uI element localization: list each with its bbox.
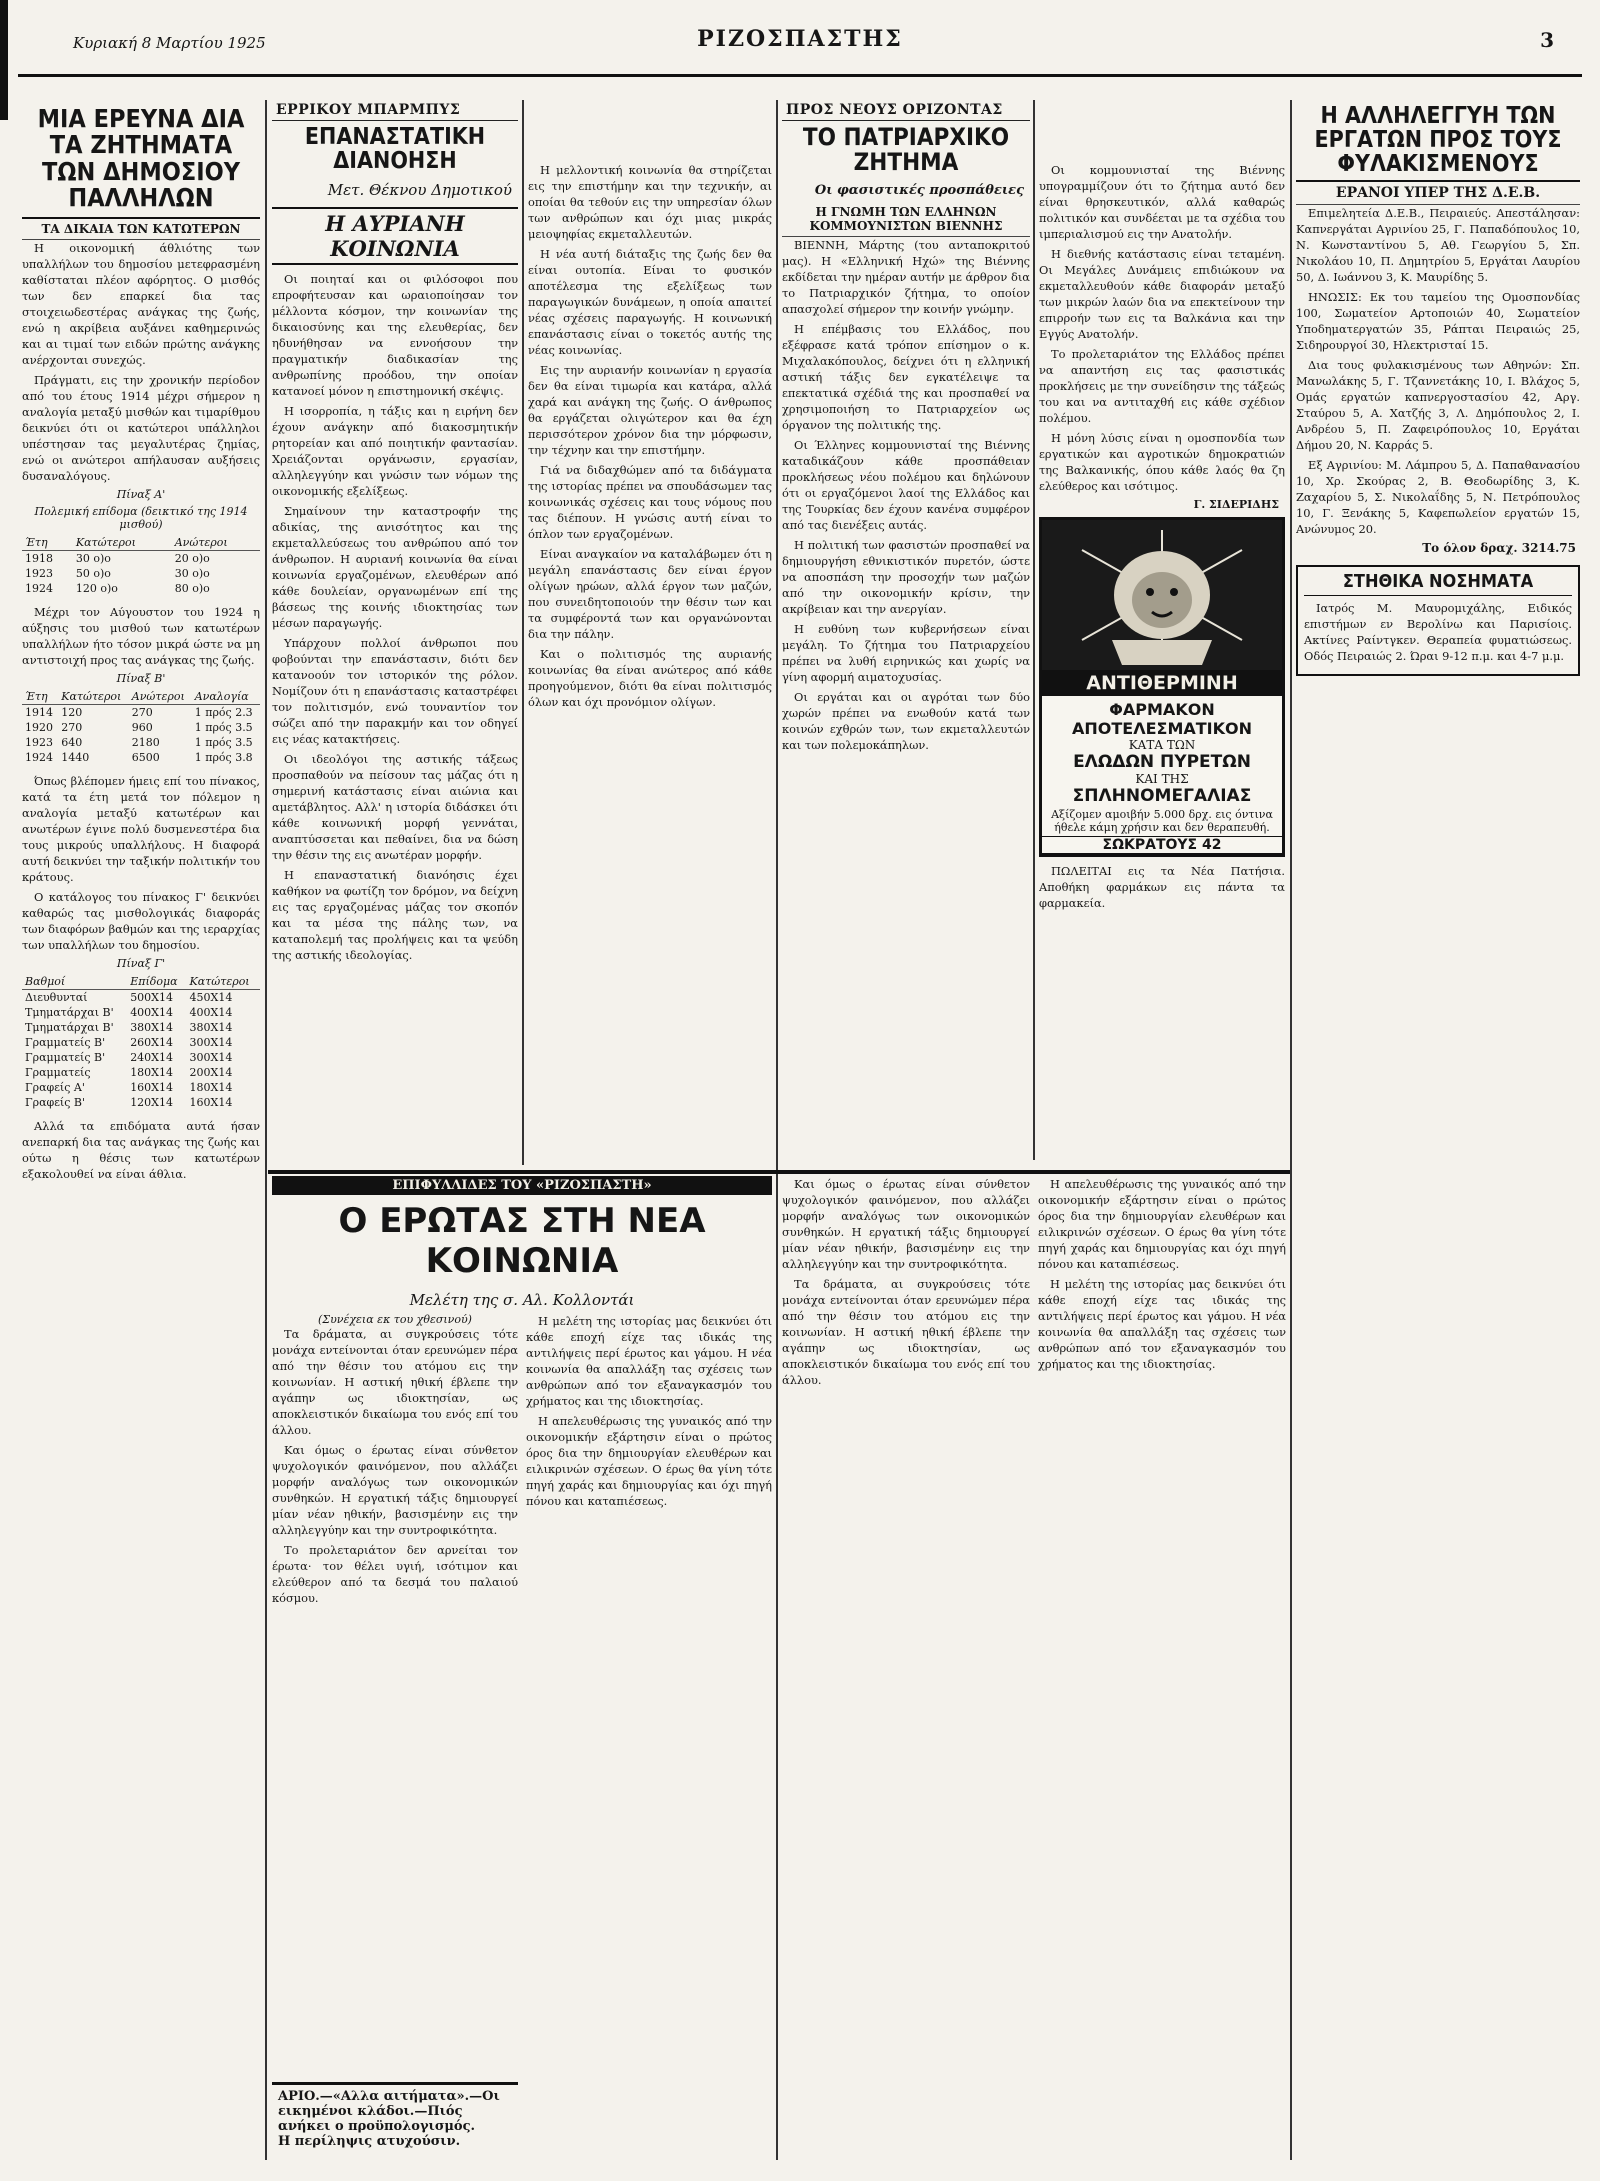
ad-brand: ΑΝΤΙΘΕΡΜΙΝΗ <box>1042 670 1282 696</box>
table-cell: 1924 <box>25 582 53 595</box>
article-paragraph: Το προλεταριάτον της Ελλάδος πρέπει να απαντήση εις τας φασιστικάς προκλήσεις με την συνείδησιν της τάξεώς του και να αντιταχθή εις κάθε σχέδιον πολέμου. <box>1039 347 1285 425</box>
table-cell: 1 πρός 3.5 <box>194 736 253 749</box>
table-cell: Γραφείς Β' <box>25 1096 86 1109</box>
stats-table-a <box>22 535 260 596</box>
article-paragraph: Όπως βλέπομεν ήμεις επί του πίνακος, κατά τα έτη μετά τον πόλεμον η αναλογία μεταξύ κατωτέρων και ανωτέρων έγινε πολύ δυσμενεστέρα δια τους μικρούς υπαλλήλους. Η διαφορά αυτή δεικνύει την ταξικήν πολιτικήν του κράτους. <box>22 774 260 884</box>
page-number: 3 <box>1540 28 1554 52</box>
table-cell: 6500 <box>131 751 160 764</box>
article-paragraph: Τα δράματα, αι συγκρούσεις τότε μονάχα εντείνονται όταν ερευνώμεν πέρα από την θέσιν του ατόμου εις την κοινωνίαν. Η αστική ηθική έβλεπε την αγάπην ως ιδιοκτησίαν, ως αποκλειστικόν δικαίωμα του ενός επί του άλλου. <box>272 1327 518 1437</box>
table-header: Κατώτεροι <box>187 974 260 990</box>
translator-byline: Μετ. Θέκνου Δημοτικού <box>327 181 512 200</box>
table-cell: 960 <box>131 721 153 734</box>
footer-line: ΑΡΙΟ.—«Αλλα αιτήματα».—Οι εικημένοι κλάδοι.—Πιός ανήκει ο προϋπολογισμός. <box>278 2089 500 2134</box>
table-row <box>22 1065 260 1080</box>
footer-teaser <box>272 2082 518 2153</box>
ad-address: ΣΩΚΡΑΤΟΥΣ 42 <box>1042 836 1282 854</box>
article-paragraph: Η μελέτη της ιστορίας μας δεικνύει ότι κάθε εποχή είχε τας ιδικάς της αντιλήψεις περί έρωτος και γάμου. Η νέα κοινωνία θα απαλλάξη τας σχέσεις των ανθρώπων από τον εξαναγκασμόν του χρήματος και της ιδιοκτησίας. <box>526 1314 772 1408</box>
article-public-servants <box>22 100 260 2160</box>
article-subheading: Η ΓΝΩΜΗ ΤΩΝ ΕΛΛΗΝΩΝ ΚΟΜΜΟΥΝΙΣΤΩΝ ΒΙΕΝΝΗΣ <box>782 202 1030 237</box>
table-cell: 1 πρός 3.5 <box>194 721 253 734</box>
newspaper-title: ΡΙΖΟΣΠΑΣΤΗΣ <box>697 26 903 52</box>
continuation-note: (Συνέχεια εκ του χθεσινού) <box>318 1313 472 1326</box>
article-subheading: ΤΑ ΔΙΚΑΙΑ ΤΩΝ ΚΑΤΩΤΕΡΩΝ <box>22 219 260 240</box>
article-signature: Γ. ΣΙΔΕΡΙΔΗΣ <box>1193 498 1279 511</box>
table-header: Έτη <box>22 535 73 551</box>
table-header: Ανώτεροι <box>129 689 192 705</box>
story-column <box>526 1313 772 1610</box>
table-cell: 450X14 <box>189 991 233 1004</box>
table-header: Βαθμοί <box>22 974 127 990</box>
table-cell: Γραμματείς <box>25 1066 91 1079</box>
article-paragraph: Οι ποιηταί και οι φιλόσοφοι που επροφήτευσαν και ωραιοποίησαν τον μέλλοντα κόσμον, την κοινωνίαν της δικαιοσύνης και της ελευθερίας, δεν ηδυνήθησαν να εννοήσουν την πραγματικήν διαδικασίαν της ανθρωπίνης προόδου, την οποίαν κατανοεί μόνον η επιστημονική σκέψις. <box>272 272 518 399</box>
table-header: Κατώτεροι <box>58 689 129 705</box>
table-cell: 180X14 <box>189 1081 233 1094</box>
notice-text: Ιατρός Μ. Μαυρομιχάλης, Ειδικός επιστήμων εν Βερολίνω και Παρισίοις. Ακτίνες Ραίντγκεν. Θεραπεία φυματιώσεως. Οδός Πειραιώς 2. Ώραι 9-12 π.μ. και 4-7 μ.μ. <box>1304 601 1572 664</box>
article-paragraph: Σημαίνουν την καταστροφήν της αδικίας, της ανισότητος και της εκμεταλλεύσεως του ανθρώπου από τον άνθρωπον. Η αυριανή κοινωνία θα είναι κοινωνία εργαζομένων, ελευθέρων από κάθε δουλείαν, οργανωμένων επί της βάσεως της κοινής ιδιοκτησίας των μέσων παραγωγής. <box>272 504 518 631</box>
table-row <box>22 1050 260 1065</box>
table-cell: Γραμματείς Β' <box>25 1051 106 1064</box>
article-subheading: ΕΡΑΝΟΙ ΥΠΕΡ ΤΗΣ Δ.Ε.Β. <box>1296 182 1580 205</box>
column-rule <box>265 100 267 2160</box>
issue-date: Κυριακή 8 Μαρτίου 1925 <box>73 34 266 52</box>
table-row <box>22 551 260 567</box>
page-fold-mark <box>0 0 8 120</box>
table-cell: 20 ο)ο <box>174 552 210 565</box>
table-cell: 1 πρός 2.3 <box>194 706 253 719</box>
stats-table-b <box>22 689 260 765</box>
table-row <box>22 720 260 735</box>
table-row <box>22 1080 260 1095</box>
article-paragraph: Πράγματι, εις την χρονικήν περίοδον από του έτους 1914 μέχρι σήμερον η αναλογία μεταξύ μισθών και τιμαρίθμου δεικνύει ότι οι κατώτεροι υπάλληλοι υπέστησαν τας μεγαλυτέρας ζημίας, ενώ οι ανώτεροι απήλαυσαν αυξήσεις δυσαναλόγους. <box>22 373 260 483</box>
article-love-new-society-continued <box>782 1176 1286 2161</box>
article-subtitle: Οι φασιστικές προσπάθειες <box>814 183 1024 199</box>
article-paragraph: Αλλά τα επιδόματα αυτά ήσαν ανεπαρκή δια τας ανάγκας της ζωής και ούτω η θέσις των κατωτέρων εξακολουθεί να είναι άθλια. <box>22 1119 260 1181</box>
table-row <box>22 750 260 765</box>
table-cell: 120 ο)ο <box>75 582 118 595</box>
section-heading: Η ΑΥΡΙΑΝΗ ΚΟΙΝΩΝΙΑ <box>272 207 518 265</box>
article-revolutionary-intellect-continued <box>528 100 772 1160</box>
notice-box <box>1296 565 1580 676</box>
table-header: Ανώτεροι <box>172 535 260 551</box>
table-cell: 160X14 <box>189 1096 233 1109</box>
table-cell: 30 ο)ο <box>174 567 210 580</box>
article-paragraph: Τα δράματα, αι συγκρούσεις τότε μονάχα εντείνονται όταν ερευνώμεν πέρα από την θέσιν του ατόμου εις την κοινωνίαν. Η αστική ηθική έβλεπε την αγάπην ως ιδιοκτησίαν, ως αποκλειστικόν δικαίωμα του ενός επί του άλλου. <box>782 1277 1030 1387</box>
column-rule <box>522 100 524 1165</box>
article-paragraph: Η πολιτική των φασιστών προσπαθεί να δημιουργήση εθνικιστικόν πυρετόν, ώστε να αποσπάση την προσοχήν των μαζών από την οικονομικήν κρίσιν, την ακρίβειαν και την ανεργίαν. <box>782 538 1030 617</box>
article-revolutionary-intellect <box>272 100 518 1160</box>
table-header: Κατώτεροι <box>73 535 172 551</box>
article-love-new-society <box>272 1176 772 2161</box>
table-cell: 300X14 <box>189 1051 233 1064</box>
article-paragraph: Υπάρχουν πολλοί άνθρωποι που φοβούνται την επανάστασιν, διότι δεν κατανοούν τον ιστορικόν της ρόλον. Νομίζουν ότι η επανάστασις καταστρέφει τον πολιτισμόν, ενώ τουναντίον τον σώζει από την παρακμήν και τον οδηγεί εις νέας κατακτήσεις. <box>272 636 518 747</box>
article-solidarity <box>1296 100 1580 2160</box>
article-paragraph: Και όμως ο έρωτας είναι σύνθετον ψυχολογικόν φαινόμενον, που αλλάζει μορφήν αναλόγως των οικονομικών συνθηκών. Η εργατική τάξις δημιουργεί μίαν νέαν ηθικήν, βασισμένην εις την αλληλεγγύην και την συντροφικότητα. <box>272 1443 518 1537</box>
ad-lion-illustration <box>1042 520 1282 670</box>
article-headline: ΜΙΑ ΕΡΕΥΝΑ ΔΙΑ ΤΑ ΖΗΤΗΜΑΤΑ ΤΩΝ ΔΗΜΟΣΙΟΥ ΠΑΛΛΗΛΩΝ <box>22 100 260 219</box>
article-paragraph: Γιά να διδαχθώμεν από τα διδάγματα της ιστορίας πρέπει να σπουδάσωμεν τας κοινωνικάς σχέσεις και τους νόμους που τας διέπουν. Η γνώσις αυτή είναι το όπλον των εργαζομένων. <box>528 463 772 541</box>
article-paragraph: Η ισορροπία, η τάξις και η ειρήνη δεν έχουν ανάγκην από διακοσμητικήν ρητορείαν και από ποιητικήν φαντασίαν. Χρειάζονται οργάνωσιν, εργασίαν, αλληλεγγύην και γνώσιν των νόμων της οικονομικής εξελίξεως. <box>272 404 518 499</box>
table-title: Πίναξ Α' <box>116 488 166 501</box>
article-paragraph: Η διεθνής κατάστασις είναι τεταμένη. Οι Μεγάλες Δυνάμεις επιδιώκουν να εκμεταλλευθούν κάθε διαφοράν μεταξύ των μικρών λαών δια να επεκτείνουν την επιρροήν των εις τα Βαλκάνια και την Εγγύς Ανατολήν. <box>1039 247 1285 341</box>
table-row <box>22 581 260 596</box>
article-paragraph: Η μελλοντική κοινωνία θα στηρίζεται εις την επιστήμην και την τεχνικήν, αι οποίαι θα τεθούν εις την υπηρεσίαν όλων των ανθρώπων και όχι μιας μικράς μειοψηφίας εκμεταλλευτών. <box>528 163 772 241</box>
table-cell: 260X14 <box>130 1036 174 1049</box>
table-row <box>22 566 260 581</box>
table-title: Πίναξ Β' <box>116 672 166 685</box>
section-rule <box>268 1170 1290 1174</box>
column-rule <box>776 100 778 2160</box>
table-title: Πίναξ Γ' <box>116 957 166 970</box>
table-cell: 1923 <box>25 567 53 580</box>
article-paragraph: Δια τους φυλακισμένους των Αθηνών: Σπ. Μανωλάκης 5, Γ. Τζαννετάκης 10, Ι. Βλάχος 5, Ομάς εργατών καπνεργοστασίου 42, Αργ. Σταύρου 5, Α. Χατζής 3, Λ. Δημόπουλος 2, Ι. Ανδρέου 5, Π. Ζαφειρόπουλος 10, Εργάται Δήμου 20, Ν. Καρράς 5. <box>1296 358 1580 453</box>
feuilleton-kicker: ΕΠΙΦΥΛΛΙΔΕΣ ΤΟΥ «ΡΙΖΟΣΠΑΣΤΗ» <box>272 1176 772 1195</box>
article-paragraph: Η απελευθέρωσις της γυναικός από την οικονομικήν εξάρτησιν είναι ο πρώτος όρος δια την δημιουργίαν ελευθέρων και ειλικρινών σχέσεων. Ο έρως θα γίνη τότε πηγή χαράς και δημιουργίας και όχι πηγή πόνου και καταπιέσεως. <box>1038 1177 1286 1271</box>
article-paragraph: Η νέα αυτή διάταξις της ζωής δεν θα είναι ουτοπία. Είναι το φυσικόν αποτέλεσμα της εξελίξεως των παραγωγικών δυνάμεων, η οποία απαιτεί νέας σχέσεις παραγωγής. Η κοινωνική επανάστασις είναι ο τοκετός αυτής της νέας κοινωνίας. <box>528 247 772 357</box>
table-cell: 180X14 <box>130 1066 174 1079</box>
article-paragraph: Οι ιδεολόγοι της αστικής τάξεως προσπαθούν να πείσουν τας μάζας ότι η σημερινή κατάστασις είναι αιώνια και αμετάβλητος. Αλλ' η ιστορία διδάσκει ότι κάθε κοινωνική μορφή γεννάται, αναπτύσσεται και πεθαίνει, δια να δώση την θέσιν της εις ανωτέραν μορφήν. <box>272 752 518 863</box>
story-column <box>782 1176 1030 1392</box>
ad-paragraph: ΠΩΛΕΙΤΑΙ εις τα Νέα Πατήσια. Αποθήκη φαρμάκων εις πάντα τα φαρμακεία. <box>1039 864 1285 910</box>
author-byline: Μελέτη της σ. Αλ. Κολλοντάι <box>409 1291 635 1309</box>
table-caption: Πολεμική επίδομα (δεικτικό της 1914 μισθού) <box>34 505 248 531</box>
table-cell: 380X14 <box>189 1021 233 1034</box>
table-cell: 380X14 <box>130 1021 174 1034</box>
article-paragraph: Οι κομμουνισταί της Βιέννης υπογραμμίζουν ότι το ζήτημα αυτό δεν είναι θρησκευτικόν, αλλά καθαρώς πολιτικόν και συνδέεται με τα σχέδια του ιμπεριαλισμού εις την Ανατολήν. <box>1039 163 1285 241</box>
ad-text: ΕΛΩΔΩΝ ΠΥΡΕΤΩΝ <box>1073 752 1251 772</box>
table-cell: Τμηματάρχαι Β' <box>25 1006 114 1019</box>
ad-text: ΚΑΤΑ ΤΩΝ <box>1128 738 1196 752</box>
article-paragraph: Εξ Αγρινίου: Μ. Λάμπρου 5, Δ. Παπαθανασίου 10, Χρ. Σκούρας 2, Β. Θεοδωρίδης 3, Κ. Ζαχαρίου 5, Σ. Νικολαΐδης 5, Ν. Πετρόπουλος 10, Γ. Ξενάκης 5, Καφεπωλείον εργατών 15, Ανώνυμος 20. <box>1296 458 1580 537</box>
table-cell: 30 ο)ο <box>75 552 111 565</box>
ad-text: ΣΠΛΗΝΟΜΕΓΑΛΙΑΣ <box>1072 786 1252 806</box>
table-header: Έτη <box>22 689 58 705</box>
article-paragraph: Εις την αυριανήν κοινωνίαν η εργασία δεν θα είναι τιμωρία και κατάρα, αλλά χαρά και ανάγκη της ζωής. Ο άνθρωπος θα εργάζεται ολιγώτερον και θα έχη περισσότερον χρόνον δια την μόρφωσιν, την τέχνην και την επιστήμην. <box>528 363 772 457</box>
table-cell: 1 πρός 3.8 <box>194 751 253 764</box>
article-paragraph: Η επαναστατική διανόησις έχει καθήκον να φωτίζη τον δρόμον, να δείχνη εις τας εργαζομένας μάζας τον σκοπόν και τα μέσα της πάλης των, να καταπολεμή τας προλήψεις και τα ψεύδη της αστικής ιδεολογίας. <box>272 868 518 963</box>
table-cell: 1918 <box>25 552 53 565</box>
table-row <box>22 705 260 721</box>
article-paragraph: Και όμως ο έρωτας είναι σύνθετον ψυχολογικόν φαινόμενον, που αλλάζει μορφήν αναλόγως των οικονομικών συνθηκών. Η εργατική τάξις δημιουργεί μίαν νέαν ηθικήν, βασισμένην εις την αλληλεγγύην και την συντροφικότητα. <box>782 1177 1030 1271</box>
author-kicker: ΕΡΡΙΚΟΥ ΜΠΑΡΜΠΥΣ <box>272 100 518 121</box>
table-row <box>22 735 260 750</box>
table-cell: 120 <box>61 706 83 719</box>
article-paragraph: Η μελέτη της ιστορίας μας δεικνύει ότι κάθε εποχή είχε τας ιδικάς της αντιλήψεις περί έρωτος και γάμου. Η νέα κοινωνία θα απαλλάξη τας σχέσεις των ανθρώπων από τον εξαναγκασμόν του χρήματος και της ιδιοκτησίας. <box>1038 1277 1286 1371</box>
article-paragraph: Η απελευθέρωσις της γυναικός από την οικονομικήν εξάρτησιν είναι ο πρώτος όρος δια την δημιουργίαν ελευθέρων και ειλικρινών σχέσεων. Ο έρως θα γίνη τότε πηγή χαράς και δημιουργίας και όχι πηγή πόνου και καταπιέσεως. <box>526 1414 772 1508</box>
masthead <box>18 14 1582 77</box>
table-cell: Τμηματάρχαι Β' <box>25 1021 114 1034</box>
stats-table-c <box>22 974 260 1110</box>
table-cell: Γραμματείς Β' <box>25 1036 106 1049</box>
table-cell: 1924 <box>25 751 53 764</box>
table-cell: 640 <box>61 736 83 749</box>
ad-text: ΚΑΙ ΤΗΣ <box>1135 772 1189 786</box>
table-cell: 50 ο)ο <box>75 567 111 580</box>
table-header: Επίδομα <box>127 974 186 990</box>
article-paragraph: Η μόνη λύσις είναι η ομοσπονδία των εργατικών και αγροτικών δημοκρατιών της Βαλκανικής, όπου κάθε λαός θα ζη ελεύθερος και ισότιμος. <box>1039 431 1285 493</box>
table-cell: 1923 <box>25 736 53 749</box>
article-paragraph: Η ευθύνη των κυβερνήσεων είναι μεγάλη. Το ζήτημα του Πατριαρχείου πρέπει να λυθή ειρηνικώς και χωρίς να γίνη αφορμή αιματοχυσίας. <box>782 622 1030 685</box>
article-paragraph: ΒΙΕΝΝΗ, Μάρτης (του ανταποκριτού μας). Η «Ελληνική Ηχώ» της Βιέννης εκδίδεται την ημέραν αυτήν με άρθρον δια το Πατριαρχικόν ζήτημα, το οποίον απασχολεί σήμερον την κοινήν γνώμην. <box>782 238 1030 317</box>
table-cell: Γραφείς Α' <box>25 1081 85 1094</box>
article-paragraph: Και ο πολιτισμός της αυριανής κοινωνίας θα είναι ανώτερος από κάθε προηγούμενον, διότι θα είναι πολιτισμός όλων και όχι προνόμιον ολίγων. <box>528 647 772 709</box>
article-paragraph: Ο κατάλογος του πίνακος Γ' δεικνύει καθαρώς τας μισθολογικάς διαφοράς των διαφόρων βαθμών και της ιεραρχίας των υπαλλήλων του δημοσίου. <box>22 890 260 952</box>
article-patriarchate <box>782 100 1030 1160</box>
table-cell: 2180 <box>131 736 160 749</box>
ad-text: ΑΠΟΤΕΛΕΣΜΑΤΙΚΟΝ <box>1071 719 1253 738</box>
story-column <box>1038 1176 1286 1392</box>
table-cell: 80 ο)ο <box>174 582 210 595</box>
table-cell: 1920 <box>25 721 53 734</box>
article-paragraph: Είναι αναγκαίον να καταλάβωμεν ότι η μεγάλη επανάστασις δεν είναι έργον ολίγων ηρώων, αλλά έργον των μαζών, που συνειδητοποιούν την θέσιν των και τα συμφέροντά των και οργανώνονται δια την πάλην. <box>528 547 772 641</box>
table-cell: Διευθυνταί <box>25 991 88 1004</box>
table-cell: 400X14 <box>189 1006 233 1019</box>
table-cell: 200X14 <box>189 1066 233 1079</box>
ad-antithermine <box>1039 517 1285 857</box>
article-paragraph: Η επέμβασις του Ελλάδος, που εξέφρασε κατά τρόπον επίσημον ο κ. Μιχαλακόπουλος, δείχνει ότι η ελληνική αστική τάξις δεν εγκατέλειψε τα επεκτατικά σχέδιά της και προσπαθεί να χρησιμοποιήση το Πατριαρχείον ως όργανον της πολιτικής της. <box>782 322 1030 433</box>
table-cell: 270 <box>131 706 153 719</box>
donation-total: Το όλον δραχ. 3214.75 <box>1422 541 1576 556</box>
table-cell: 270 <box>61 721 83 734</box>
table-cell: 1914 <box>25 706 53 719</box>
ad-text: Αξίζομεν αμοιβήν 5.000 δρχ. εις όντινα ήθελε κάμη χρήσιν και δεν θεραπευθή. <box>1051 808 1273 834</box>
article-headline: Ο ΕΡΩΤΑΣ ΣΤΗ ΝΕΑ ΚΟΙΝΩΝΙΑ <box>338 1201 706 1281</box>
footer-line: Η περίληψις ατυχούσιν. <box>278 2134 461 2149</box>
article-paragraph: Οι Έλληνες κομμουνισταί της Βιέννης καταδικάζουν κάθε προσπάθειαν προκλήσεως νέου πολέμου και δηλώνουν ότι οι εργαζόμενοι λαοί της Ελλάδος και της Τουρκίας δεν έχουν κανένα συμφέρον από τας διενέξεις αυτάς. <box>782 438 1030 533</box>
article-paragraph: Οι εργάται και οι αγρόται των δύο χωρών πρέπει να ενωθούν κατά των κοινών εχθρών των, των εκμεταλλευτών και των πολεμοκάπηλων. <box>782 690 1030 753</box>
table-cell: 500X14 <box>130 991 174 1004</box>
article-headline: Η ΑΛΛΗΛΕΓΓΥΗ ΤΩΝ ΕΡΓΑΤΩΝ ΠΡΟΣ ΤΟΥΣ ΦΥΛΑΚΙΣΜΕΝΟΥΣ <box>1296 100 1580 182</box>
table-cell: 120X14 <box>130 1096 174 1109</box>
article-patriarchate-continued <box>1039 100 1285 1160</box>
article-paragraph: Το προλεταριάτον δεν αρνείται τον έρωτα· τον θέλει υγιή, ισότιμον και ελεύθερον από τα δεσμά του παλαιού κόσμου. <box>272 1543 518 1605</box>
table-cell: 240X14 <box>130 1051 174 1064</box>
table-row <box>22 1005 260 1020</box>
table-cell: 1440 <box>61 751 90 764</box>
ad-text: ΦΑΡΜΑΚΟΝ <box>1109 700 1215 719</box>
table-row <box>22 990 260 1006</box>
table-row <box>22 1020 260 1035</box>
article-paragraph: Μέχρι τον Αύγουστον του 1924 η αύξησις του μισθού των κατωτέρων υπαλλήλων ήτο τόσον μικρά ώστε να μη αντιστοιχή προς τας ανάγκας της ζωής. <box>22 605 260 667</box>
table-row <box>22 1035 260 1050</box>
table-cell: 400X14 <box>130 1006 174 1019</box>
table-header: Αναλογία <box>192 689 260 705</box>
article-headline: ΕΠΑΝΑΣΤΑΤΙΚΗ ΔΙΑΝΟΗΣΗ <box>304 124 486 175</box>
article-headline: ΤΟ ΠΑΤΡΙΑΡΧΙΚΟ ΖΗΤΗΜΑ <box>802 123 1010 177</box>
article-paragraph: Η οικονομική άθλιότης των υπαλλήλων του δημοσίου μετεφρασμένη καθίσταται πλέον αφόρητος. Ο μισθός των δεν επαρκεί δια τας στοιχειωδεστέρας ανάγκας της ζωής, ενώ η ακρίβεια αυξάνει καθημερινώς και αι τιμαί των ειδών πρώτης ανάγκης ανέρχονται συνεχώς. <box>22 241 260 367</box>
table-row <box>22 1095 260 1110</box>
section-kicker: ΠΡΟΣ ΝΕΟΥΣ ΟΡΙΖΟΝΤΑΣ <box>782 100 1030 121</box>
article-paragraph: Επιμελητεία Δ.Ε.Β., Πειραιεύς. Απεστάλησαν: Καπνεργάται Αγρινίου 25, Γ. Παπαδόπουλος 10, Ν. Κωνσταντίνου 5, Αθ. Γεωργίου 5, Σπ. Νικολάου 10, Π. Δημητρίου 5, Εργάται Λαυρίου 50, Δ. Ιωάννου 3, Κ. Μαυρίδης 5. <box>1296 206 1580 285</box>
table-cell: 300X14 <box>189 1036 233 1049</box>
article-paragraph: ΗΝΩΣΙΣ: Εκ του ταμείου της Ομοσπονδίας 100, Σωματείον Αρτοποιών 40, Σωματείον Υποδηματεργατών 35, Ράπται Πειραιώς 25, Σιδηρουργοί 30, Ηλεκτρισταί 15. <box>1296 290 1580 353</box>
column-rule <box>1290 100 1292 2160</box>
lion-icon <box>1042 520 1282 670</box>
story-column <box>272 1313 518 1610</box>
column-rule <box>1033 100 1035 1160</box>
table-cell: 160X14 <box>130 1081 174 1094</box>
notice-title: ΣΤΗΘΙΚΑ ΝΟΣΗΜΑΤΑ <box>1304 573 1572 596</box>
